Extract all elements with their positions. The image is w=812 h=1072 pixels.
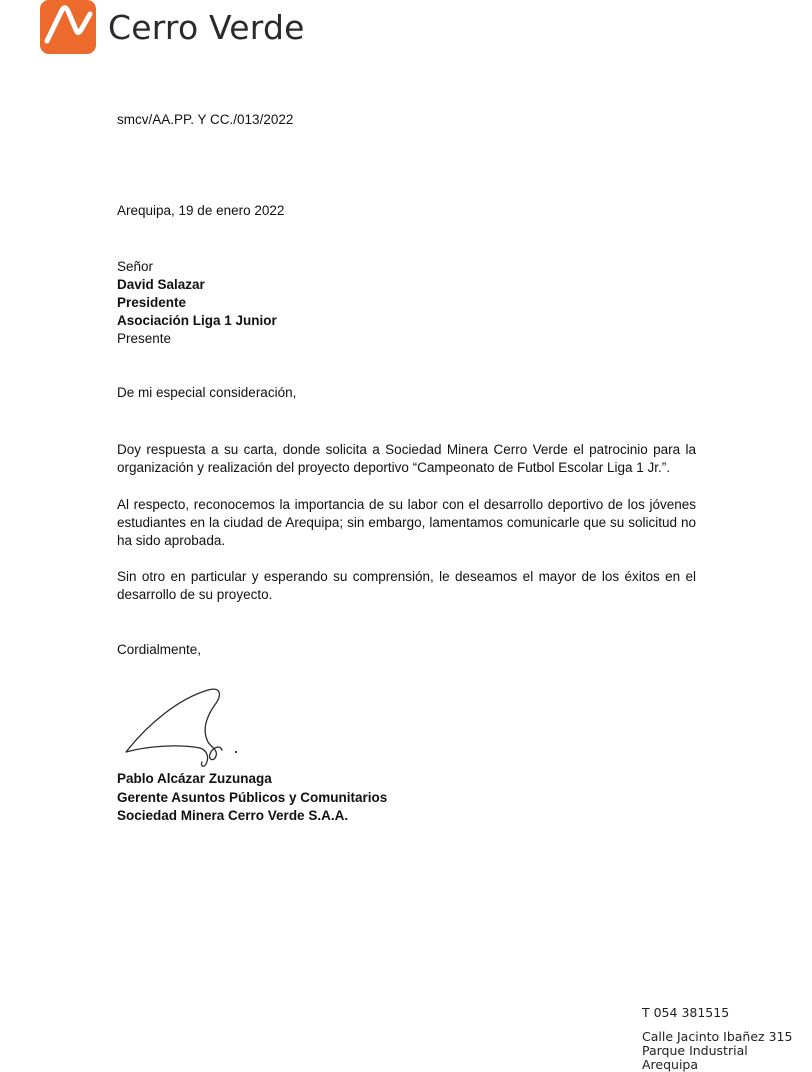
footer-address-line2: Parque Industrial [642,1043,748,1058]
letter-paragraph: Doy respuesta a su carta, donde solicita a Sociedad Minera Cerro Verde el patrocinio para la organización y realización del proyecto deportivo “Campeonato de Futbol Escolar Liga 1 Jr.”. [117,442,696,475]
recipient-presente: Presente [117,331,172,346]
recipient-salutation: Señor [117,259,154,274]
letter-paragraph: Al respecto, reconocemos la importancia de su labor con el desarrollo deportivo de los jóvenes estudiantes en la ciudad de Arequipa; sin embargo, lamentamos comunicarle que su solicitud no ha sido aprobada. [117,497,696,548]
footer-address-line1: Calle Jacinto Ibañez 315 [642,1029,793,1044]
footer-contact [642,1006,792,1072]
footer-phone: T 054 381515 [642,1005,730,1020]
letter-reference: smcv/AA.PP. Y CC./013/2022 [117,112,294,127]
signer-company: Sociedad Minera Cerro Verde S.A.A. [117,808,349,823]
signer-position: Gerente Asuntos Públicos y Comunitarios [117,790,388,805]
letter-paragraph: Sin otro en particular y esperando su comprensión, le deseamos el mayor de los éxitos en el desarrollo de su proyecto. [117,569,696,602]
recipient-title: Presidente [117,295,187,310]
letter-closing: Cordialmente, [117,642,202,657]
letter-date: Arequipa, 19 de enero 2022 [117,203,285,218]
footer-address-line3: Arequipa [642,1057,699,1072]
signer-name: Pablo Alcázar Zuzunaga [117,771,272,786]
recipient-organization: Asociación Liga 1 Junior [117,313,277,328]
brand-name: Cerro Verde [108,7,305,47]
cerro-verde-logo-icon [40,0,96,54]
handwritten-signature [118,684,248,774]
letter-greeting: De mi especial consideración, [117,385,297,400]
brand-logo [40,0,305,54]
recipient-name: David Salazar [117,277,205,292]
